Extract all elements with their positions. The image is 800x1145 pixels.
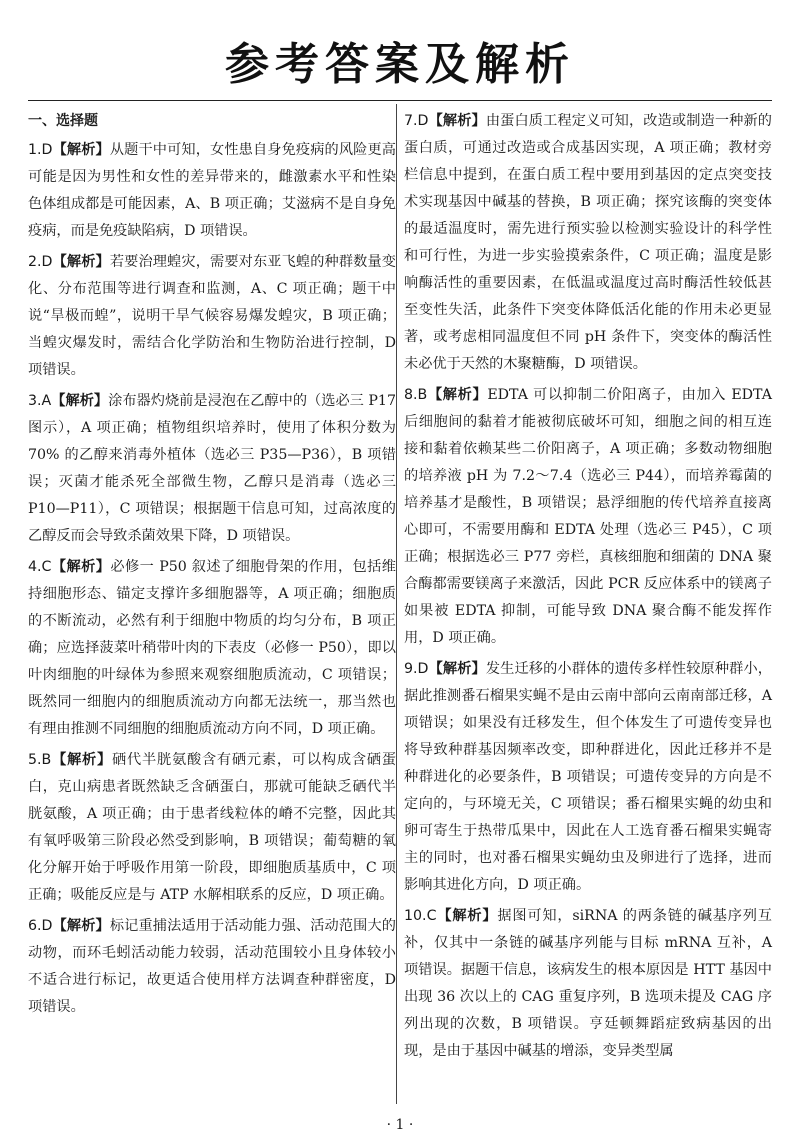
answer-choice: D [41,142,53,158]
page-title: 参考答案及解析 [225,39,575,90]
analysis-tag: 【解析】 [428,661,486,677]
analysis-tag: 【解析】 [427,387,488,403]
analysis-tag: 【解析】 [51,393,109,409]
analysis-tag: 【解析】 [52,142,110,158]
analysis-text: 若要治理蝗灾，需要对东亚飞蝗的种群数量变化、分布范围等进行调查和监测，A、C 项正确；题干中说“旱极而蝗”，说明干旱气候容易爆发蝗灾，B 项正确；当蝗灾爆发时，需结合化学防治和生物防治进行控制，D 项错误。 [28,254,396,378]
answer-choice: A [41,393,52,409]
analysis-tag: 【解析】 [52,918,110,934]
analysis-text: 发生迁移的小群体的遗传多样性较原种群小，据此推测番石榴果实蝇不是由云南中部向云南南部迁移，A 项错误；如果没有迁移发生，但个体发生了可遗传变异也将导致种群基因频率改变，即种群进化，因此迁移并不是种群进化的必要条件，B 项错误；可遗传变异的方向是不定向的，与环境无关，C 项错误；番石榴果实蝇的幼虫和卵可寄生于热带瓜果中，因此在人工选育番石榴果实蝇寄主的同时，也对番石榴果实蝇幼虫及卵进行了选择，进而影响其进化方向，D 项正确。 [404,661,772,893]
answer-choice: D [41,918,53,934]
answer-choice: C [426,908,437,924]
answer-choice: C [41,559,52,575]
analysis-text: 据图可知，siRNA 的两条链的碱基序列互补，仅其中一条链的碱基序列能与目标 mRNA 互补，A 项错误。据题干信息，该病发生的根本原因是 HTT 基因中出现 36 次以上的 CAG 重复序列，B 选项未提及 CAG 序列出现的次数，B 项错误。亨廷顿舞蹈症致病基因的出现，是由于基因中碱基的增添，变异类型属 [404,908,772,1059]
answer-number: 1. [28,142,42,158]
answer-item [28,554,396,743]
left-column [28,108,396,1025]
analysis-tag: 【解析】 [52,254,110,270]
analysis-text: 硒代半胱氨酸含有硒元素，可以构成含硒蛋白，克山病患者既然缺乏含硒蛋白，那就可能缺乏硒代半胱氨酸，A 项正确；由于患者线粒体的嵴不完整，因此其有氧呼吸第三阶段必然受到影响，B 项错误；葡萄糖的氧化分解开始于呼吸作用第一阶段，即细胞质基质中，C 项正确；吸能反应是与 ATP 水解相联系的反应，D 项正确。 [28,752,396,903]
answer-choice: B [417,387,428,403]
answer-item [28,249,396,384]
answer-choice: D [41,254,53,270]
answer-number: 4. [28,559,42,575]
analysis-tag: 【解析】 [51,752,113,768]
answer-choice: D [417,113,429,129]
analysis-text: 由蛋白质工程定义可知，改造或制造一种新的蛋白质，可通过改造或合成基因实现，A 项正确；教材旁栏信息中提到，在蛋白质工程中要用到基因的定点突变技术实现基因中碱基的替换，B 项正确；探究该酶的突变体的最适温度时，需先进行预实验以检测实验设计的科学性和可行性，为进一步实验摸索条件，C 项正确；温度是影响酶活性的重要因素，在低温或温度过高时酶活性较低甚至变性失活，此条件下突变体降低活化能的作用未必更显著，或考虑相同温度但不同 pH 条件下，突变体的酶活性未必优于天然的木聚糖酶，D 项错误。 [404,113,772,372]
answer-item [28,137,396,245]
answer-number: 10. [404,908,427,924]
column-divider [396,104,397,1104]
analysis-text: 涂布器灼烧前是浸泡在乙醇中的（选必三 P17 图示），A 项正确；植物组织培养时，使用了体积分数为 70% 的乙醇来消毒外植体（选必三 P35—P36），B 项错误；灭菌才能杀死全部微生物，乙醇只是消毒（选必三 P10—P11），C 项错误；根据题干信息可知，过高浓度的乙醇反而会导致杀菌效果下降，D 项错误。 [28,393,396,544]
answer-number: 8. [404,387,418,403]
answer-item [28,913,396,1021]
page-number: · 1 · [386,1117,414,1133]
answer-item [404,903,772,1065]
analysis-text: 标记重捕法适用于活动能力强、活动范围大的动物，而环毛蚓活动能力较弱，活动范围较小且身体较小不适合进行标记，故更适合使用样方法调查种群密度，D 项错误。 [28,918,396,1015]
answer-item [404,656,772,899]
analysis-text: EDTA 可以抑制二价阳离子，由加入 EDTA 后细胞间的黏着才能被彻底破坏可知，细胞之间的相互连接和黏着依赖某些二价阳离子，A 项正确；多数动物细胞的培养液 pH 为 7.2～7.4（选必三 P44），而培养霉菌的培养基才是酸性，B 项错误；悬浮细胞的传代培养直接离心即可，不需要用酶和 EDTA 处理（选必三 P45），C 项正确；根据选必三 P77 旁栏，真核细胞和细菌的 DNA 聚合酶都需要镁离子来激活，因此 PCR 反应体系中的镁离子如果被 EDTA 抑制，可能导致 DNA 聚合酶不能发挥作用，D 项正确。 [404,387,772,646]
analysis-text: 必修一 P50 叙述了细胞骨架的作用，包括维持细胞形态、锚定支撑许多细胞器等，A 项正确；细胞质的不断流动，必然有利于细胞中物质的均匀分布，B 项正确；应选择菠菜叶稍带叶肉的下表皮（必修一 P50），即以叶肉细胞的叶绿体为参照来观察细胞质流动，C 项错误；既然同一细胞内的细胞质流动方向都无法统一，那当然也有理由推测不同细胞的细胞质流动方向不同，D 项正确。 [28,559,396,737]
answer-item [404,108,772,378]
answer-number: 3. [28,393,42,409]
section-title: 一、选择题 [28,113,98,129]
answer-number: 2. [28,254,42,270]
analysis-tag: 【解析】 [436,908,498,924]
right-column [404,108,772,1069]
answer-item [404,382,772,652]
answer-choice: B [41,752,52,768]
answer-item [28,747,396,909]
answer-item [28,388,396,550]
answer-choice: D [417,661,429,677]
answer-number: 6. [28,918,42,934]
analysis-tag: 【解析】 [51,559,111,575]
analysis-text: 从题干中可知，女性患自身免疫病的风险更高可能是因为男性和女性的差异带来的，雌激素水平和性染色体组成都是可能因素，A、B 项正确；艾滋病不是自身免疫病，而是免疫缺陷病，D 项错误。 [28,142,396,239]
title-rule [28,100,772,101]
answer-number: 5. [28,752,42,768]
answer-number: 7. [404,113,418,129]
analysis-tag: 【解析】 [428,113,486,129]
answer-number: 9. [404,661,418,677]
